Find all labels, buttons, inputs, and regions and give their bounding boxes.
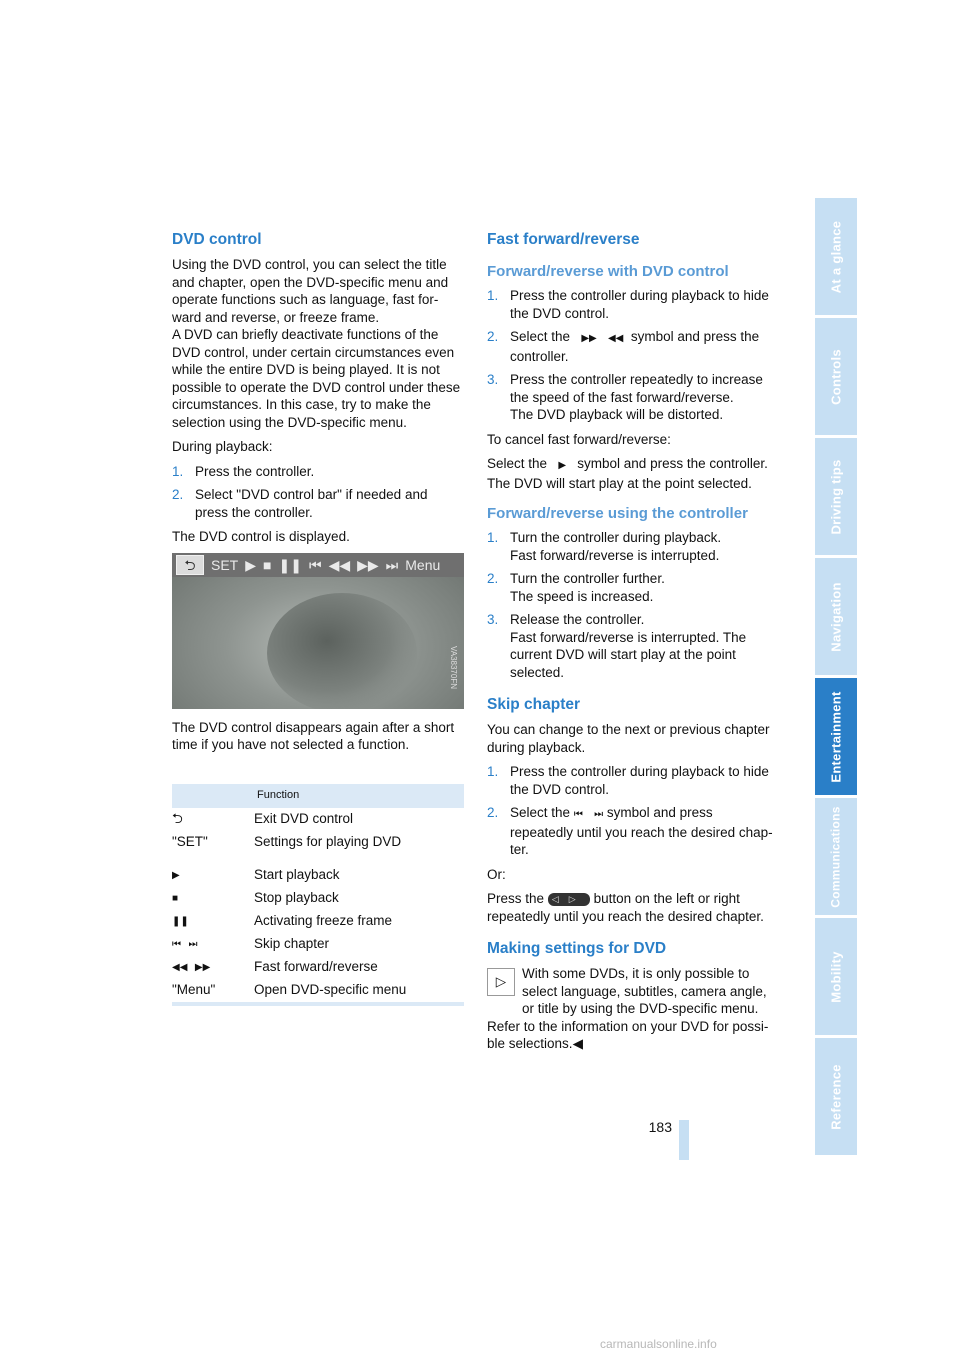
note-block: ▷ With some DVDs, it is only possible to select language, subtitles, camera angle, or title by using the DVD-specific menu.: [487, 965, 779, 1018]
menu-label[interactable]: Menu: [405, 556, 441, 573]
skip-forward-icon: ⏭: [594, 809, 604, 820]
play-icon: ▶: [172, 870, 180, 882]
table-row: ▶ Start playback: [172, 864, 464, 887]
during-playback-label: During playback:: [172, 439, 273, 454]
tab-mobility[interactable]: Mobility: [815, 918, 857, 1035]
rewind-icon: ◀◀: [172, 962, 188, 974]
note-triangle-icon: ▷: [487, 968, 515, 996]
control-displayed-text: The DVD control is displayed.: [172, 529, 350, 544]
tab-driving-tips[interactable]: Driving tips: [815, 438, 857, 555]
table-row: ◀◀ ▶▶ Fast forward/reverse: [172, 956, 464, 979]
image-code: VA38370FN: [449, 645, 458, 689]
fast-forward-icon: ▶▶: [581, 333, 597, 344]
list-item: 3. Press the controller repeatedly to increase the speed of the fast forward/reverse. The DVD playback will be distorted.: [487, 372, 763, 422]
list-item: 2. Select the ⏮ ⏭ symbol and press repeatedly until you reach the desired chap-ter.: [487, 805, 773, 857]
page-number: 183: [648, 1119, 672, 1135]
table-row: ■ Stop playback: [172, 887, 464, 910]
list-item: 3. Release the controller. Fast forward/reverse is interrupted. The current DVD will start play at the point selected.: [487, 612, 747, 680]
skip-intro: You can change to the next or previous chapter during playback.: [487, 722, 770, 755]
back-arrow-icon: ⮌: [172, 811, 183, 827]
end-marker-icon: ◀: [572, 1036, 583, 1051]
rewind-icon: ◀◀: [607, 333, 624, 344]
steering-wheel-button-icon: ◁ ▷: [548, 893, 590, 906]
table-row: "SET" Settings for playing DVD: [172, 834, 402, 850]
ff-dvd-control-heading: Forward/reverse with DVD control: [487, 263, 729, 280]
list-item: 2. Select "DVD control bar" if needed and press the controller.: [172, 487, 428, 520]
rewind-icon[interactable]: ◀◀: [328, 556, 351, 573]
dvd-control-screenshot: [172, 553, 464, 709]
right-column: [487, 230, 779, 1060]
play-icon: ▶: [558, 460, 567, 471]
skip-forward-icon[interactable]: ⏭: [385, 556, 399, 573]
chapter-sidebar: [815, 198, 857, 1158]
cancel-instructions: Select the ▶ symbol and press the controller. The DVD will start play at the point selected.: [487, 456, 768, 491]
cancel-label: To cancel fast forward/reverse:: [487, 431, 671, 447]
dvd-control-intro-2: A DVD can briefly deactivate functions of the DVD control, under certain circumstances even while the entire DVD is being played. It is not possible to operate the DVD control under these circumstances. In this case, try to make the selection using the DVD-specific menu.: [172, 327, 461, 430]
fast-forward-icon: ▶▶: [194, 962, 211, 974]
table-row: ❚❚ Activating freeze frame: [172, 910, 464, 933]
stop-icon[interactable]: ■: [263, 556, 272, 573]
video-still: [267, 593, 417, 709]
fast-forward-icon[interactable]: ▶▶: [357, 556, 379, 573]
skip-back-icon: ⏮: [573, 809, 583, 820]
dvd-settings-heading: Making settings for DVD: [487, 940, 667, 957]
list-item: 1. Press the controller during playback to hide the DVD control.: [487, 288, 769, 321]
dvd-control-heading: DVD control: [172, 231, 262, 248]
tab-controls[interactable]: Controls: [815, 318, 857, 435]
tab-communications[interactable]: Communications: [815, 798, 857, 915]
press-button-instructions: Press the ◁ ▷ button on the left or right repeatedly until you reach the desired chapter.: [487, 891, 764, 924]
tab-at-a-glance[interactable]: At a glance: [815, 198, 857, 315]
table-row: ⏮ ⏭ Skip chapter: [172, 933, 464, 956]
table-row: "Menu" Open DVD-specific menu: [172, 979, 464, 1004]
skip-steps: [487, 763, 779, 859]
or-label: Or:: [487, 866, 506, 882]
settings-note-2: Refer to the information on your DVD for possi-ble selections.◀: [487, 1018, 769, 1051]
table-header: Function: [172, 784, 464, 808]
fast-forward-heading: Fast forward/reverse: [487, 231, 640, 248]
function-table: [172, 784, 464, 1006]
tab-navigation[interactable]: Navigation: [815, 558, 857, 675]
list-item: 2. Select the ▶▶ ◀◀ symbol and press the controller.: [487, 329, 760, 364]
ff-controller-steps: [487, 529, 779, 681]
dvd-control-bar: [172, 553, 464, 577]
play-icon[interactable]: ▶: [245, 556, 257, 573]
skip-forward-icon: ⏭: [188, 939, 198, 951]
pause-icon[interactable]: ❚❚: [278, 556, 302, 573]
watermark: carmanualsonline.info: [600, 1337, 717, 1351]
back-arrow-icon[interactable]: ⮌: [176, 555, 204, 575]
list-item: 1. Press the controller.: [172, 463, 315, 479]
left-column: [172, 230, 464, 1006]
dvd-control-intro: Using the DVD control, you can select the title and chapter, open the DVD-specific menu and operate functions such as language, fast for-ward and reverse, or freeze frame.: [172, 257, 449, 325]
list-item: 2. Turn the controller further. The speed is increased.: [487, 571, 665, 604]
page-marker: [679, 1120, 689, 1160]
tab-entertainment[interactable]: Entertainment: [815, 678, 857, 795]
tab-reference[interactable]: Reference: [815, 1038, 857, 1155]
dvd-control-steps: [172, 463, 464, 522]
skip-back-icon: ⏮: [172, 939, 181, 951]
table-row: ⮌ Exit DVD control: [172, 811, 354, 827]
set-label[interactable]: SET: [211, 556, 239, 573]
pause-icon: ❚❚: [172, 916, 189, 928]
control-disappears-text: The DVD control disappears again after a short time if you have not selected a function.: [172, 719, 455, 752]
list-item: 1. Turn the controller during playback. Fast forward/reverse is interrupted.: [487, 530, 722, 563]
ff-dvd-steps: [487, 287, 779, 424]
list-item: 1. Press the controller during playback to hide the DVD control.: [487, 764, 769, 797]
stop-icon: ■: [172, 893, 179, 905]
ff-controller-heading: Forward/reverse using the controller: [487, 505, 748, 522]
skip-chapter-heading: Skip chapter: [487, 696, 581, 713]
skip-back-icon[interactable]: ⏮: [308, 556, 322, 573]
